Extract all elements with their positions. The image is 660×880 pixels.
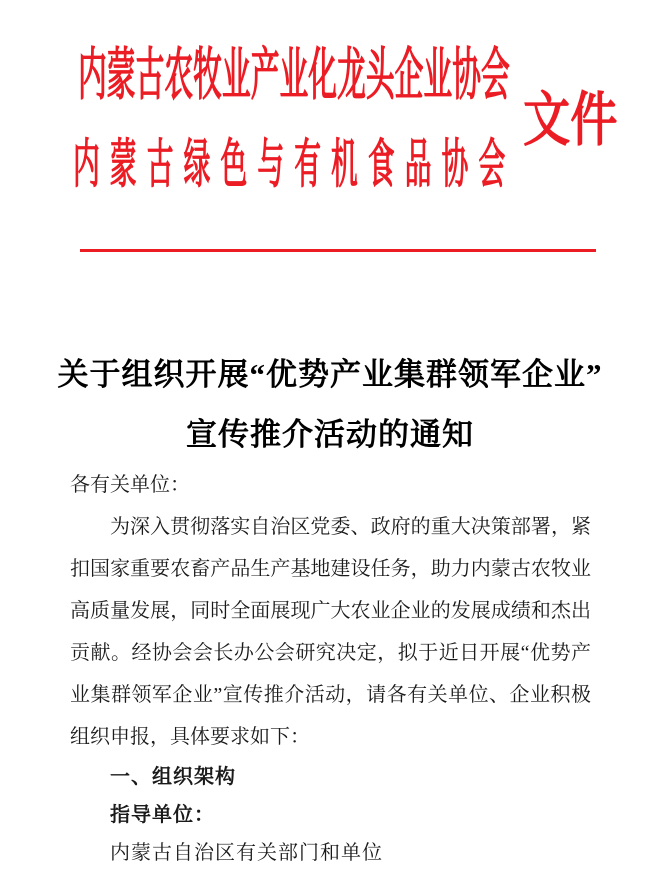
guide-unit-label: 指导单位：	[110, 804, 215, 826]
paragraph-line: 为深入贯彻落实自治区党委、政府的重大决策部署，紧	[110, 516, 591, 538]
paragraph-line: 高质量发展，同时全面展现广大农业企业的发展成绩和杰出	[70, 600, 591, 622]
document-body	[70, 464, 591, 872]
paragraph-line: 扣国家重要农畜产品生产基地建设任务，助力内蒙古农牧业	[70, 558, 591, 580]
paragraph-line: 业集群领军企业”宣传推介活动，请各有关单位、企业积极	[70, 684, 591, 706]
salutation: 各有关单位：	[70, 474, 190, 496]
letterhead-org-name-2: 内蒙古绿色与有机食品协会	[73, 136, 516, 194]
paragraph-line: 贡献。经协会会长办公会研究决定，拟于近日开展“优势产	[70, 642, 591, 664]
letterhead-org-name-1: 内蒙古农牧业产业化龙头企业协会	[78, 44, 510, 107]
document-title	[0, 345, 660, 465]
paragraph-line: 组织申报，具体要求如下：	[70, 726, 310, 748]
section-heading-organization: 一、组织架构	[110, 766, 236, 788]
letterhead-divider-rule	[80, 249, 596, 252]
letterhead-doc-type: 文件	[523, 87, 618, 153]
document-title-line2: 宣传推介活动的通知	[186, 417, 474, 452]
document-title-line1: 关于组织开展“优势产业集群领军企业”	[57, 357, 603, 392]
guide-unit-value: 内蒙古自治区有关部门和单位	[110, 842, 383, 864]
